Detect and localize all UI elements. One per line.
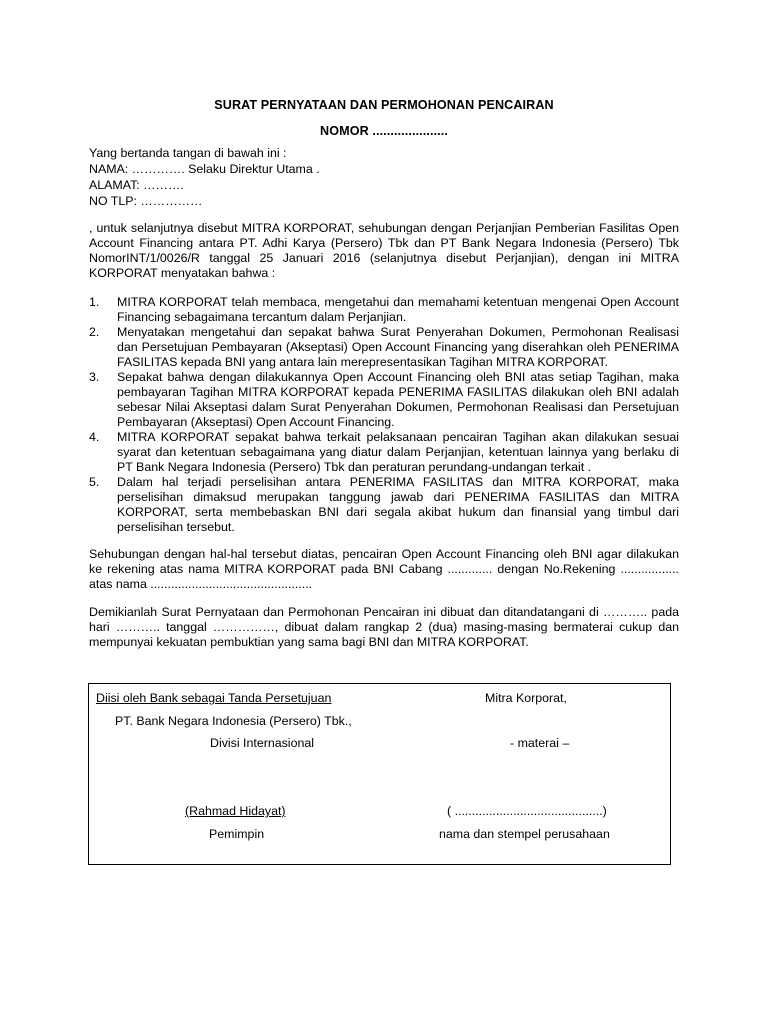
list-text: Sepakat bahwa dengan dilakukannya Open Account Financing oleh BNI atas setiap Tagihan, maka pembayaran Tagihan MITRA KORPORAT kepada PENERIMA FASILITAS dilakukan oleh BNI adalah sebesar Nilai Akseptasi dalam Surat Penyerahan Dokumen, Permohonan Realisasi dan Persetujuan Pembayaran (Akseptasi) Open Account Financing. <box>117 370 679 429</box>
signer-intro: Yang bertanda tangan di bawah ini : <box>89 146 287 160</box>
list-item <box>89 295 679 325</box>
bank-name: PT. Bank Negara Indonesia (Persero) Tbk., <box>115 714 352 728</box>
closing-paragraph: Demikianlah Surat Pernyataan dan Permohonan Pencairan ini dibuat dan ditandatangani di ……….. pada hari ……….. tanggal ……………, dibuat dalam rangkap 2 (dua) masing-masing bermaterai cukup dan mempunyai kekuatan pembuktian yang sama bagi BNI dan MITRA KORPORAT. <box>89 605 679 649</box>
partner-signatory-role: nama dan stempel perusahaan <box>439 827 610 841</box>
approval-table <box>88 683 671 865</box>
transfer-paragraph: Sehubungan dengan hal-hal tersebut diatas, pencairan Open Account Financing oleh BNI agar dilakukan ke rekening atas nama MITRA KORPORAT pada BNI Cabang ............. dengan No.Rekening ................. atas nama ............................................... <box>89 547 679 591</box>
list-text: MITRA KORPORAT telah membaca, mengetahui dan memahami ketentuan mengenai Open Account Financing sebagaimana tercantum dalam Perjanjian. <box>117 295 679 324</box>
list-number: 1. <box>89 295 100 309</box>
list-item <box>89 475 679 535</box>
signer-name: NAMA: …………. Selaku Direktur Utama . <box>89 162 320 176</box>
list-number: 3. <box>89 370 100 384</box>
document-title: SURAT PERNYATAAN DAN PERMOHONAN PENCAIRAN <box>214 98 554 112</box>
signer-phone: NO TLP: …………… <box>89 194 203 208</box>
stamp-placeholder: - materai – <box>510 736 570 750</box>
list-item <box>89 430 679 475</box>
list-number: 5. <box>89 475 100 489</box>
statement-list <box>89 295 679 535</box>
list-text: Menyatakan mengetahui dan sepakat bahwa Surat Penyerahan Dokumen, Permohonan Realisasi dan Persetujuan Pembayaran (Akseptasi) Open Account Financing yang diserahkan oleh PENERIMA FASILITAS kepada BNI yang antara lain merepresentasikan Tagihan MITRA KORPORAT. <box>117 325 679 369</box>
preamble-paragraph: , untuk selanjutnya disebut MITRA KORPORAT, sehubungan dengan Perjanjian Pemberian Fasilitas Open Account Financing antara PT. Adhi Karya (Persero) Tbk dan PT Bank Negara Indonesia (Persero) Tbk NomorINT/1/0026/R tanggal 25 Januari 2016 (selanjutnya disebut Perjanjian), dengan ini MITRA KORPORAT menyatakan bahwa : <box>89 221 679 280</box>
list-number: 4. <box>89 430 100 444</box>
list-text: MITRA KORPORAT sepakat bahwa terkait pelaksanaan pencairan Tagihan akan dilakukan sesuai syarat dan ketentuan sebagaimana yang diatur dalam Perjanjian, ketentuan lainnya yang berlaku di PT Bank Negara Indonesia (Persero) Tbk dan peraturan perundang-undangan terkait . <box>117 430 679 474</box>
list-text: Dalam hal terjadi perselisihan antara PENERIMA FASILITAS dan MITRA KORPORAT, maka perselisihan dimaksud merupakan tanggung jawab dari PENERIMA FASILITAS dan MITRA KORPORAT, serta membebaskan BNI dari segala akibat hukum dan finansial yang timbul dari perselisihan tersebut. <box>117 475 679 534</box>
bank-division: Divisi Internasional <box>210 736 314 750</box>
list-number: 2. <box>89 325 100 339</box>
bank-signatory-role: Pemimpin <box>209 827 265 841</box>
bank-signatory-name: (Rahmad Hidayat) <box>185 804 286 818</box>
bank-approval-heading: Diisi oleh Bank sebagai Tanda Persetujuan <box>96 691 332 705</box>
partner-heading: Mitra Korporat, <box>485 691 567 705</box>
signer-address: ALAMAT: ………. <box>89 178 184 192</box>
document-number: NOMOR ..................... <box>320 124 448 138</box>
list-item <box>89 325 679 370</box>
list-item <box>89 370 679 430</box>
partner-signatory-name: ( ...........................................) <box>447 804 607 818</box>
